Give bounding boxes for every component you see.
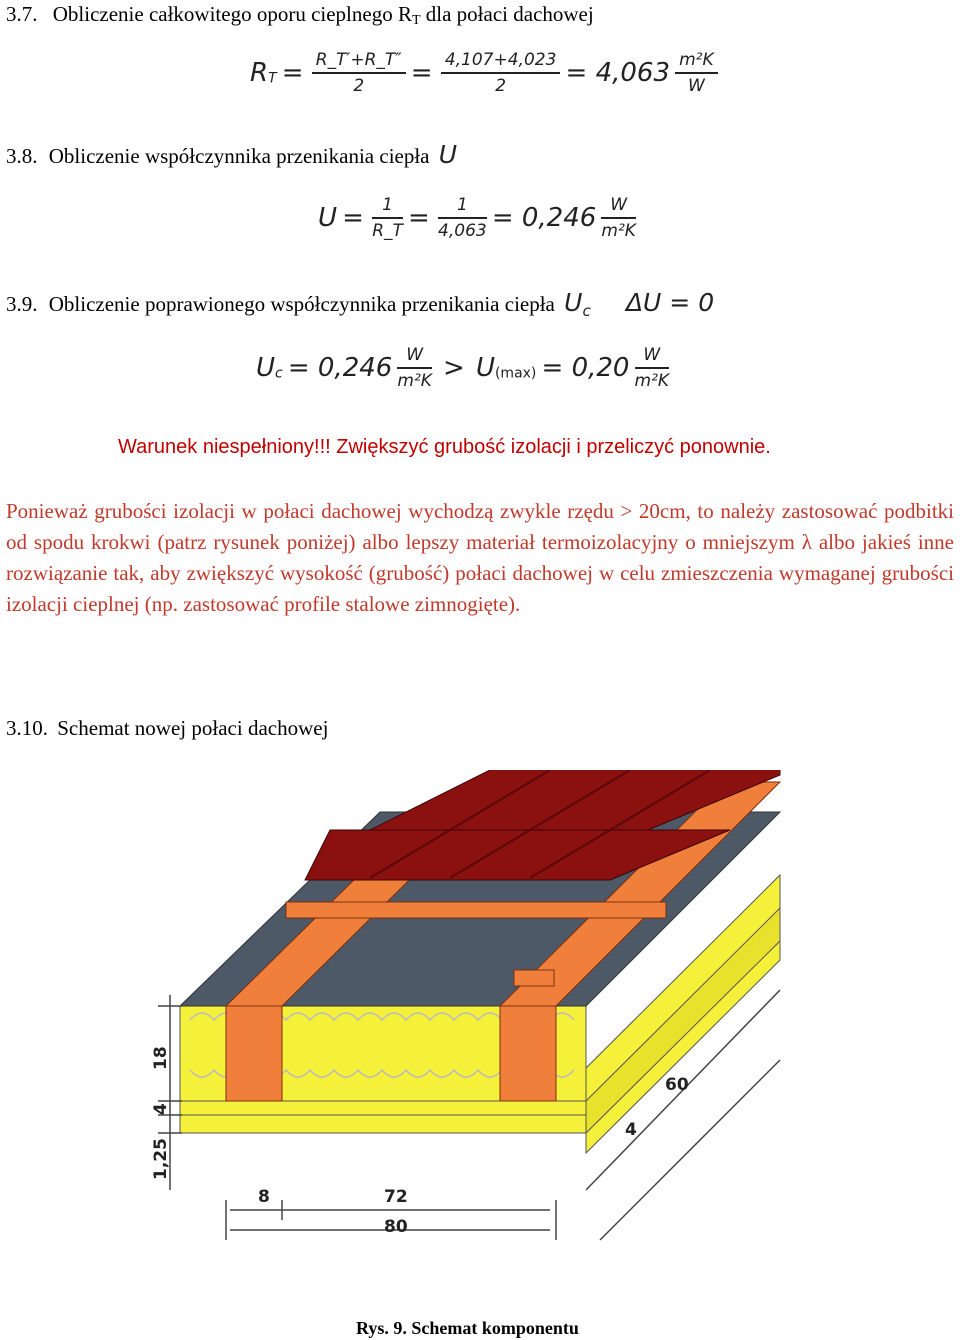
dim-80: 80	[384, 1217, 408, 1237]
rafter-left-section	[226, 1006, 282, 1101]
roof-section-diagram	[130, 770, 790, 1300]
dim-60: 60	[665, 1075, 689, 1095]
delta-u-expression: ΔU = 0	[625, 288, 715, 317]
explanation-paragraph: Ponieważ grubości izolacji w połaci dachowej wychodzą zwykle rzędu > 20cm, to należy zastosować podbitki od spodu krokwi (patrz rysunek poniżej) albo lepszy materiał termoizolacyjny o mniejszym λ albo jakieś inne rozwiązanie tak, aby zwiększyć wysokość (grubość) połaci dachowej w celu zmieszczenia wymaganej grubości izolacji cieplnej (np. zastosować profile stalowe zimnogięte).	[6, 499, 954, 616]
ceiling-board-lower	[180, 1115, 586, 1133]
dim-4-right: 4	[625, 1120, 637, 1140]
warning-text: Warunek niespełniony!!! Zwiększyć grubość izolacji i przeliczyć ponownie.	[118, 436, 771, 458]
section-3-10-heading: 3.10. Schemat nowej połaci dachowej	[6, 716, 329, 740]
batten-upper	[286, 902, 666, 918]
batten-lower	[514, 970, 554, 986]
dim-72: 72	[384, 1187, 408, 1207]
formula-rt: RT = $\frac{R\_T'+R\_T''}{2}$ = $\frac{4,107+4,023}{2}$ = 4,063 $\frac{\text{m²K}}{W}$	[250, 50, 718, 96]
ceiling-board	[180, 1101, 586, 1115]
section-3-7-heading: 3.7. Obliczenie całkowitego oporu cieplnego RT dla połaci dachowej	[6, 2, 594, 28]
figure-caption: Rys. 9. Schemat komponentu	[356, 1318, 579, 1338]
formula-u: U = $\frac{1}{R\_T}$ = $\frac{1}{4,063}$ = 0,246 $\frac{W}{\text{m²K}}$	[318, 195, 636, 241]
formula-uc: Uc = 0,246 $\frac{W}{\text{m²K}}$ > U(max) = 0,20 $\frac{W}{\text{m²K}}$	[256, 345, 670, 391]
section-3-8-heading: 3.8. Obliczenie współczynnika przenikania ciepła U	[6, 140, 458, 169]
dim-1-25: 1,25	[151, 1138, 171, 1180]
dim-18: 18	[151, 1046, 171, 1070]
rafter-right-section	[500, 1006, 556, 1101]
section-3-9-heading: 3.9. Obliczenie poprawionego współczynnika przenikania ciepła $U_c$ ΔU = 0	[6, 288, 715, 320]
dim-4-left: 4	[151, 1103, 171, 1115]
dim-8: 8	[258, 1187, 270, 1207]
